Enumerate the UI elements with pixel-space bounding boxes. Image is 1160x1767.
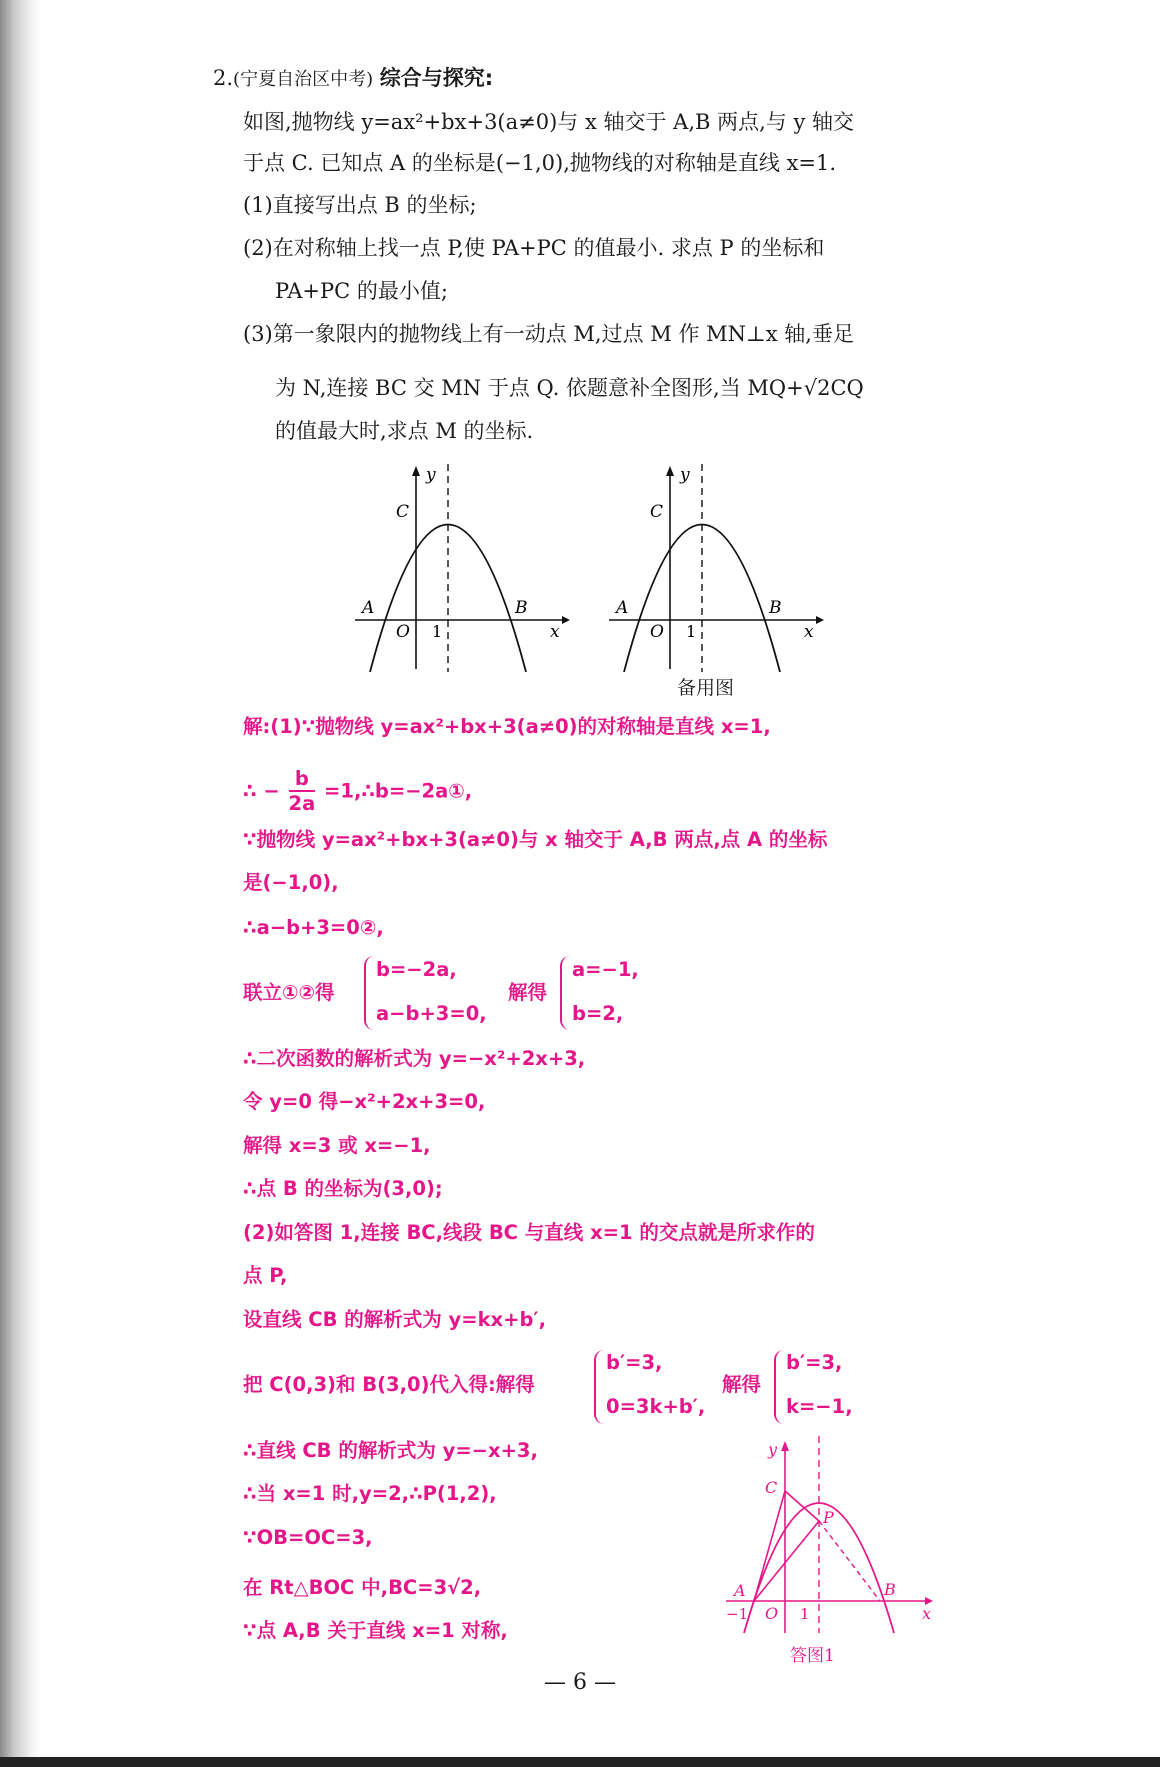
system-brace-3: [594, 1350, 606, 1424]
solution-line-18: 在 Rt△BOC 中,BC=3√2,: [243, 1576, 482, 1599]
system-3-bottom: 0=3k+b′,: [606, 1395, 706, 1418]
solution-line-3: ∵抛物线 y=ax²+bx+3(a≠0)与 x 轴交于 A,B 两点,点 A 的坐标: [243, 828, 828, 851]
solution-line-7: ∴二次函数的解析式为 y=−x²+2x+3,: [243, 1047, 586, 1070]
segment-ap: [754, 1521, 819, 1601]
solution-line-15: ∴直线 CB 的解析式为 y=−x+3,: [243, 1439, 538, 1462]
backup-figure-caption: 备用图: [677, 677, 735, 699]
question-3-line-1: (3)第一象限内的抛物线上有一动点 M,过点 M 作 MN⊥x 轴,垂足: [243, 322, 854, 346]
solution-line-5: ∴a−b+3=0②,: [243, 916, 384, 939]
system-brace-1: [364, 956, 376, 1030]
system-1-bottom: a−b+3=0,: [376, 1002, 487, 1025]
solution-line-12: 点 P,: [243, 1264, 288, 1287]
fraction-numerator: b: [289, 768, 316, 792]
point-a-label: A: [616, 598, 629, 618]
point-p-label: P: [823, 1508, 834, 1527]
tick-neg1-label: −1: [726, 1605, 749, 1623]
point-a-label: A: [362, 598, 375, 618]
point-c-label: C: [650, 502, 664, 522]
answer-figure-caption: 答图1: [790, 1646, 835, 1666]
point-a-label: A: [734, 1581, 746, 1600]
tick-1-label: 1: [432, 622, 443, 641]
solution-line-8: 令 y=0 得−x²+2x+3=0,: [243, 1090, 486, 1113]
tick-1-label: 1: [800, 1605, 810, 1623]
solution-line-17: ∵OB=OC=3,: [243, 1526, 373, 1549]
x-label: x: [804, 622, 814, 642]
solution-line-1: 解:(1)∵抛物线 y=ax²+bx+3(a≠0)的对称轴是直线 x=1,: [243, 715, 771, 738]
fraction-denominator: 2a: [288, 792, 316, 815]
question-3-line-2: 为 N,连接 BC 交 MN 于点 Q. 依题意补全图形,当 MQ+√2CQ: [275, 376, 864, 400]
segment-ac: [754, 1491, 785, 1601]
system-1-top: b=−2a,: [376, 958, 457, 981]
point-c-label: C: [765, 1478, 778, 1497]
problem-intro-line-1: 如图,抛物线 y=ax²+bx+3(a≠0)与 x 轴交于 A,B 两点,与 y 轴交: [243, 110, 854, 134]
point-b-label: B: [884, 1580, 896, 1599]
tick-1-label: 1: [686, 622, 697, 641]
bottom-bar: [0, 1757, 1160, 1767]
point-b-label: B: [515, 598, 528, 618]
system-3-top: b′=3,: [606, 1351, 663, 1374]
question-2-line-2: PA+PC 的最小值;: [275, 279, 448, 303]
system-4-top: b′=3,: [786, 1351, 843, 1374]
page-number: — 6 —: [544, 1670, 616, 1695]
origin-label: O: [765, 1604, 779, 1623]
solved-label-2: 解得: [722, 1373, 762, 1396]
solution-line-9: 解得 x=3 或 x=−1,: [243, 1134, 431, 1157]
problem-header: [213, 63, 493, 95]
system-2-bottom: b=2,: [572, 1002, 624, 1025]
problem-number: 2.: [213, 66, 234, 90]
solution-line-19: ∵点 A,B 关于直线 x=1 对称,: [243, 1619, 508, 1642]
origin-label: O: [396, 622, 410, 642]
point-b-label: B: [769, 598, 782, 618]
answer-figure-1: [724, 1433, 939, 1668]
solution-line-11: (2)如答图 1,连接 BC,线段 BC 与直线 x=1 的交点就是所求作的: [243, 1221, 815, 1244]
solved-label: 解得: [508, 981, 548, 1004]
fraction-b-over-2a: [289, 768, 316, 816]
parabola-figure: [350, 462, 570, 672]
fraction-prefix: ∴ −: [243, 779, 280, 803]
solution-line-2: [243, 768, 472, 816]
system-4-bottom: k=−1,: [786, 1395, 853, 1418]
solution-line-14-prefix: 把 C(0,3)和 B(3,0)代入得:解得: [243, 1373, 535, 1396]
solution-line-10: ∴点 B 的坐标为(3,0);: [243, 1177, 443, 1200]
solution-line-16: ∴当 x=1 时,y=2,∴P(1,2),: [243, 1482, 497, 1505]
x-label: x: [550, 622, 560, 642]
x-label: x: [922, 1604, 932, 1623]
origin-label: O: [650, 622, 664, 642]
parabola-backup-figure: [604, 462, 824, 672]
solution-line-13: 设直线 CB 的解析式为 y=kx+b′,: [243, 1308, 546, 1331]
point-c-label: C: [396, 502, 410, 522]
solution-line-6-prefix: 联立①②得: [243, 981, 335, 1004]
problem-intro-line-2: 于点 C. 已知点 A 的坐标是(−1,0),抛物线的对称轴是直线 x=1.: [243, 151, 837, 175]
y-label: y: [680, 465, 690, 485]
y-label: y: [768, 1440, 778, 1459]
system-2-top: a=−1,: [572, 958, 639, 981]
question-2-line-1: (2)在对称轴上找一点 P,使 PA+PC 的值最小. 求点 P 的坐标和: [243, 236, 825, 260]
system-brace-2: [560, 956, 572, 1030]
problem-category: 综合与探究:: [379, 66, 494, 90]
fraction-suffix: =1,∴b=−2a①,: [324, 779, 473, 803]
system-brace-4: [774, 1350, 786, 1424]
problem-source: (宁夏自治区中考): [233, 69, 374, 90]
solution-line-4: 是(−1,0),: [243, 871, 339, 894]
segment-cp: [785, 1491, 819, 1521]
segment-pb: [819, 1521, 880, 1601]
y-label: y: [426, 465, 436, 485]
question-1: (1)直接写出点 B 的坐标;: [243, 193, 477, 217]
question-3-line-3: 的值最大时,求点 M 的坐标.: [275, 419, 534, 443]
